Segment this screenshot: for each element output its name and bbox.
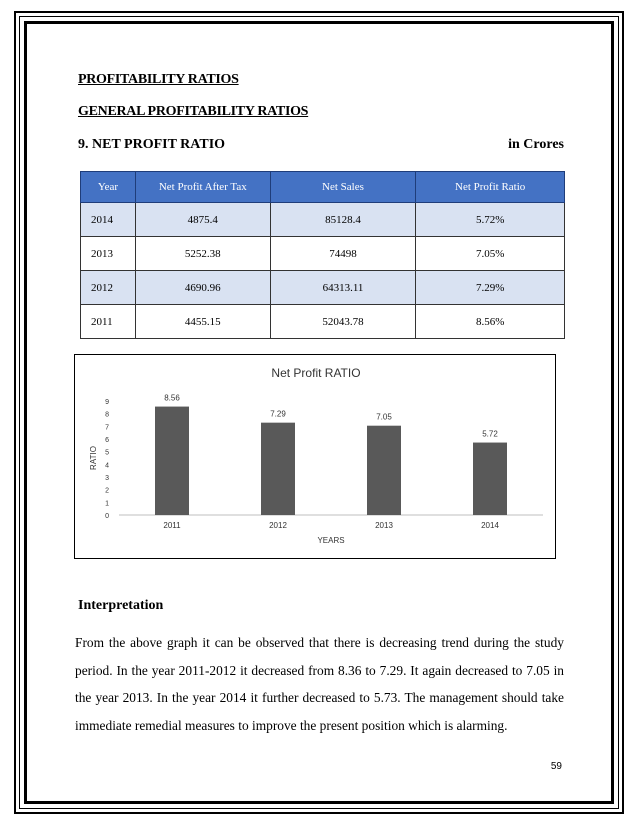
section-title: 9. NET PROFIT RATIO xyxy=(78,137,226,152)
bar-2013 xyxy=(367,426,401,515)
table-cell: 2012 xyxy=(81,271,136,305)
table-cell: 4690.96 xyxy=(135,271,270,305)
y-tick-label: 0 xyxy=(105,513,109,520)
table-cell: 7.29% xyxy=(416,271,565,305)
table-row xyxy=(81,305,565,339)
table-row xyxy=(81,203,565,237)
table-row xyxy=(81,271,565,305)
bar-2012 xyxy=(261,423,295,515)
table-header-cell: Net Profit After Tax xyxy=(135,172,270,203)
bar-2011 xyxy=(155,407,189,515)
table-cell: 8.56% xyxy=(416,305,565,339)
heading-profitability-ratios: PROFITABILITY RATIOS xyxy=(78,72,239,87)
interpretation-title: Interpretation xyxy=(78,598,164,613)
data-label: 7.05 xyxy=(376,412,392,422)
x-axis-label: YEARS xyxy=(317,536,345,545)
x-tick-label: 2014 xyxy=(481,521,499,530)
heading-general-profitability-ratios: GENERAL PROFITABILITY RATIOS xyxy=(78,104,309,119)
table-header-row xyxy=(81,172,565,203)
table-cell: 2013 xyxy=(81,237,136,271)
table-header-cell: Net Sales xyxy=(270,172,416,203)
x-tick-label: 2012 xyxy=(269,521,287,530)
y-tick-label: 5 xyxy=(105,449,109,457)
table-cell: 52043.78 xyxy=(270,305,416,339)
y-tick-label: 7 xyxy=(105,424,109,432)
x-tick-label: 2011 xyxy=(163,521,181,530)
table-cell: 4455.15 xyxy=(135,305,270,339)
y-axis-label: RATIO xyxy=(89,446,98,470)
net-profit-ratio-chart xyxy=(74,354,556,559)
table-cell: 2014 xyxy=(81,203,136,237)
chart-title: Net Profit RATIO xyxy=(271,366,361,380)
y-tick-label: 8 xyxy=(105,411,109,419)
y-tick-label: 6 xyxy=(105,437,109,444)
table-header-cell: Year xyxy=(81,172,136,203)
net-profit-table xyxy=(80,171,565,339)
y-tick-label: 4 xyxy=(105,462,109,470)
unit-note: in Crores xyxy=(508,137,564,152)
y-tick-label: 3 xyxy=(105,475,109,482)
chart-svg xyxy=(75,355,557,560)
table-cell: 5252.38 xyxy=(135,237,270,271)
table-cell: 74498 xyxy=(270,237,416,271)
y-tick-label: 1 xyxy=(105,500,109,508)
table-cell: 4875.4 xyxy=(135,203,270,237)
page-number: 59 xyxy=(550,761,562,772)
data-label: 7.29 xyxy=(270,409,286,419)
y-tick-label: 2 xyxy=(105,487,109,495)
data-label: 5.72 xyxy=(482,429,498,439)
table-header-cell: Net Profit Ratio xyxy=(416,172,565,203)
data-label: 8.56 xyxy=(164,393,180,403)
table-cell: 2011 xyxy=(81,305,136,339)
y-tick-label: 9 xyxy=(105,399,109,406)
table-cell: 85128.4 xyxy=(270,203,416,237)
table-row xyxy=(81,237,565,271)
table-cell: 5.72% xyxy=(416,203,565,237)
bar-2014 xyxy=(473,443,507,515)
table-cell: 64313.11 xyxy=(270,271,416,305)
interpretation-paragraph: From the above graph it can be observed that there is decreasing trend during the study period. In the year 2011-2012 it decreased from 8.36 to 7.29. It again decreased to 7.05 in the year 2013. In the year 2014 it further decreased to 5.73. The management should take immediate remedial measures to improve the present position which is alarming. xyxy=(75,635,564,733)
x-tick-label: 2013 xyxy=(375,521,393,530)
table-cell: 7.05% xyxy=(416,237,565,271)
